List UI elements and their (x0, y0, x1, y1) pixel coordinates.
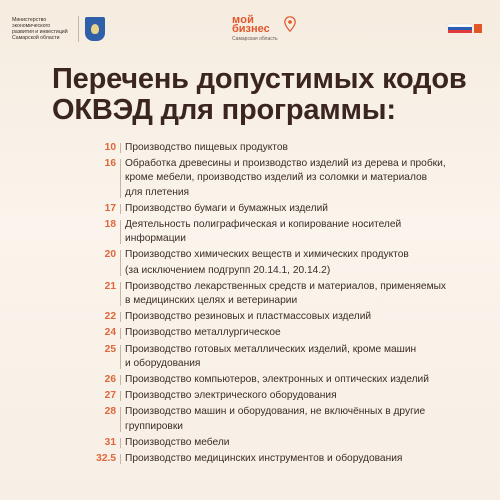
brand-line-1: мой (232, 14, 255, 26)
list-item (82, 373, 477, 387)
okved-description (125, 310, 477, 324)
code-divider (120, 407, 121, 431)
okved-code: 27 (104, 390, 116, 402)
okved-description (125, 373, 477, 387)
okved-code: 25 (104, 343, 116, 355)
code-divider (120, 375, 121, 385)
okved-description (125, 280, 477, 308)
okved-code: 28 (104, 406, 116, 418)
ministry-name (12, 17, 72, 42)
okved-code-list (82, 141, 477, 468)
list-item (82, 405, 477, 433)
description-line: Производство мебели (125, 436, 230, 448)
list-item (82, 389, 477, 403)
okved-code: 16 (104, 158, 116, 170)
okved-code: 20 (104, 249, 116, 261)
okved-code: 32.5 (96, 453, 116, 465)
description-line: информации (125, 233, 186, 245)
list-item (82, 436, 477, 450)
description-line: группировки (125, 420, 183, 432)
list-item (82, 280, 477, 308)
okved-description (125, 343, 477, 371)
okved-code: 10 (104, 142, 116, 153)
ministry-logo (12, 14, 105, 44)
code-divider (120, 438, 121, 448)
okved-description (125, 405, 477, 433)
okved-description (125, 452, 477, 466)
okved-code: 22 (104, 311, 116, 323)
description-line: и оборудования (125, 357, 201, 369)
description-line: Производство электрического оборудования (125, 390, 337, 402)
code-divider (120, 454, 121, 464)
description-line: Производство бумаги и бумажных изделий (125, 202, 328, 214)
ministry-line: развития и инвестиций (12, 29, 68, 35)
description-line: Производство готовых металлических изделий, кроме машин (125, 343, 417, 355)
list-item (82, 218, 477, 246)
okved-description (125, 326, 477, 340)
description-line: для плетения (125, 186, 190, 198)
okved-code: 24 (104, 327, 116, 339)
ministry-line: экономического (12, 22, 51, 29)
okved-code: 31 (104, 436, 116, 448)
okved-description (125, 248, 477, 277)
logo-divider (78, 16, 79, 42)
description-line: Производство медицинских инструментов и оборудования (125, 453, 403, 465)
code-divider (120, 282, 121, 306)
code-divider (120, 328, 121, 338)
okved-code: 18 (104, 219, 116, 231)
list-item (82, 343, 477, 371)
location-pin-icon (284, 16, 296, 32)
list-item (82, 157, 477, 200)
code-divider (120, 312, 121, 322)
okved-description (125, 436, 477, 450)
ministry-line: Министерство (12, 16, 47, 23)
list-item (82, 248, 477, 277)
code-divider (120, 250, 121, 275)
code-divider (120, 159, 121, 198)
brand-subtitle: Самарская область (232, 36, 278, 42)
moy-biznes-logo (232, 14, 302, 46)
code-divider (120, 143, 121, 153)
description-line: Деятельность полиграфическая и копирование носителей (125, 219, 402, 231)
description-line: Производство машин и оборудования, не включённых в другие (125, 406, 426, 418)
description-line: кроме мебели, производство изделий из соломки и материалов (125, 172, 428, 184)
list-item (82, 202, 477, 216)
description-line: Обработка древесины и производство изделий из дерева и пробки, (125, 158, 446, 170)
okved-code: 17 (104, 202, 116, 214)
okved-code: 21 (104, 280, 116, 292)
description-line: Производство лекарственных средств и материалов, применяемых (125, 280, 447, 292)
description-line: Производство металлургическое (125, 327, 281, 339)
description-line: в медицинских целях и ветеринарии (125, 295, 298, 307)
national-project-logo (446, 18, 486, 38)
code-divider (120, 220, 121, 244)
okved-description (125, 157, 477, 200)
list-item (82, 141, 477, 155)
flag-icon (446, 18, 486, 38)
code-divider (120, 391, 121, 401)
page-title: Перечень допустимых кодов ОКВЭД для программы: (52, 63, 467, 126)
okved-description (125, 141, 477, 155)
okved-description (125, 202, 477, 216)
okved-description (125, 218, 477, 246)
okved-code: 26 (104, 374, 116, 386)
description-line: Производство химических веществ и химических продуктов (125, 249, 409, 261)
code-divider (120, 204, 121, 214)
list-item (82, 452, 477, 466)
coat-of-arms-icon (85, 17, 105, 41)
brand-line-2: бизнес (232, 23, 270, 35)
list-item (82, 310, 477, 324)
okved-description (125, 389, 477, 403)
code-divider (120, 345, 121, 369)
description-line: Производство резиновых и пластмассовых изделий (125, 311, 372, 323)
description-line: Производство пищевых продуктов (125, 142, 288, 153)
description-note: (за исключением подгрупп 20.14.1, 20.14.2) (125, 264, 331, 276)
ministry-line: Самарской области (12, 35, 60, 42)
list-item (82, 326, 477, 340)
description-line: Производство компьютеров, электронных и оптических изделий (125, 374, 429, 386)
